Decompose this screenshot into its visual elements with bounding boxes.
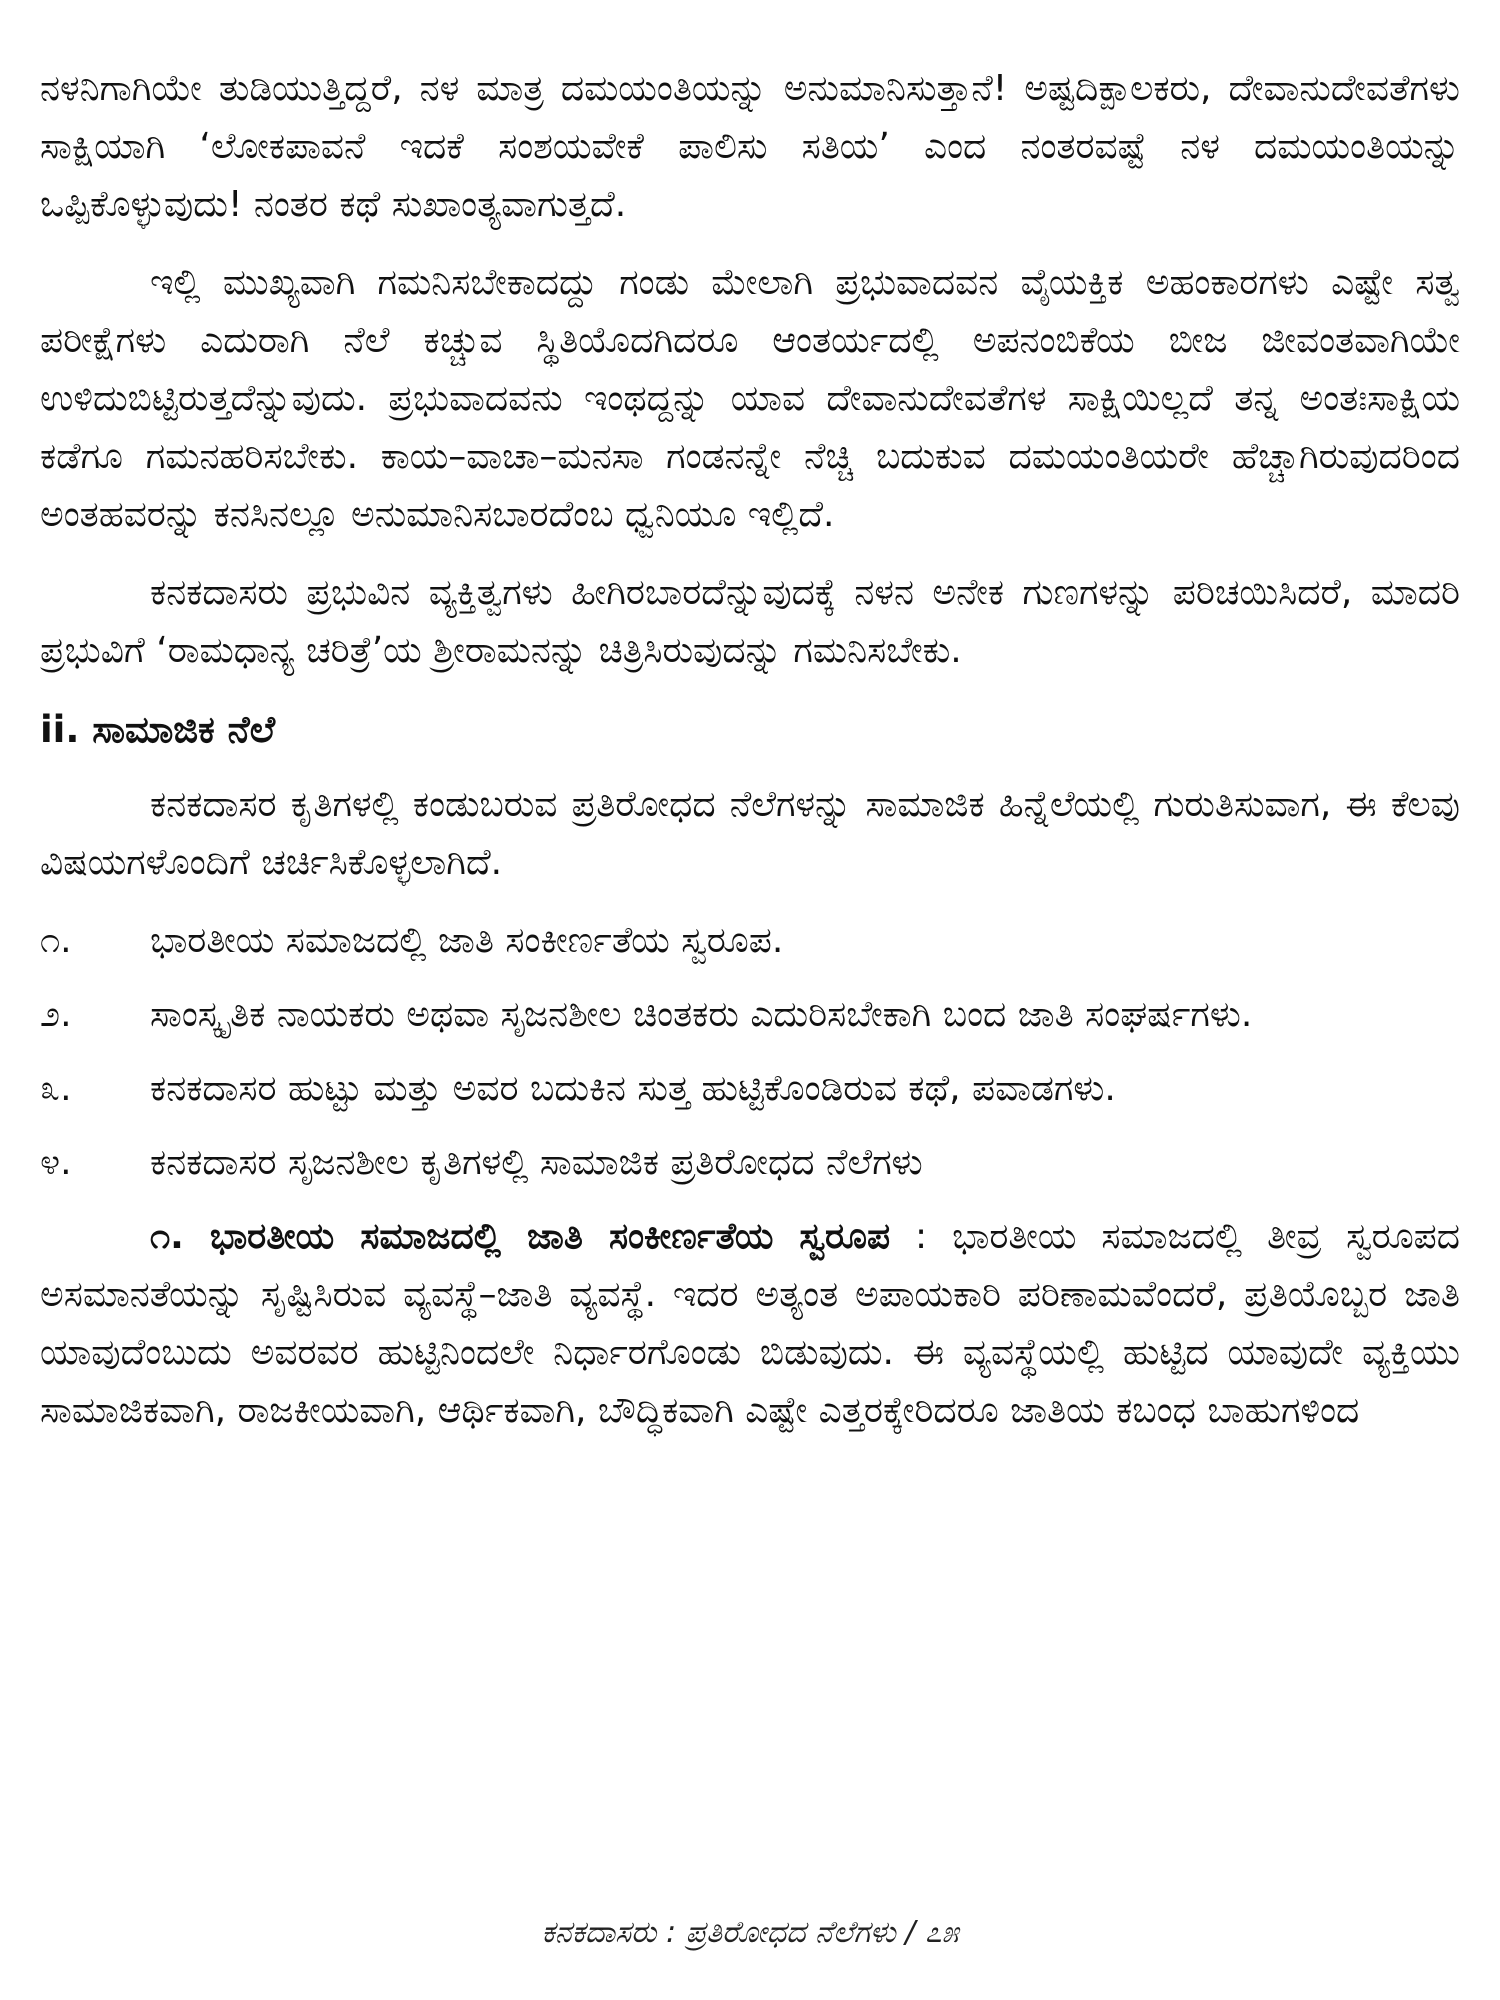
list-text: ಸಾಂಸ್ಕೃತಿಕ ನಾಯಕರು ಅಥವಾ ಸೃಜನಶೀಲ ಚಿಂತಕರು ಎದುರಿಸಬೇಕಾಗಿ ಬಂದ ಜಾತಿ ಸಂಘರ್ಷಗಳು.: [150, 994, 1253, 1035]
list-number: ೩.: [40, 1068, 72, 1109]
page-footer: ಕನಕದಾಸರು : ಪ್ರತಿರೋಧದ ನೆಲೆಗಳು / ೭೫: [541, 1915, 959, 1950]
page-body: [40, 60, 1460, 1940]
list-text: ಕನಕದಾಸರ ಹುಟ್ಟು ಮತ್ತು ಅವರ ಬದುಕಿನ ಸುತ್ತ ಹುಟ್ಟಿಕೊಂಡಿರುವ ಕಥೆ, ಪವಾಡಗಳು.: [150, 1068, 1116, 1109]
subsection-separator: :: [890, 1216, 953, 1257]
section-heading: ii. ಸಾಮಾಜಿಕ ನೆಲೆ: [40, 708, 276, 751]
list-item: [40, 986, 1460, 1044]
paragraph-5-body: ಭಾರತೀಯ ಸಮಾಜದಲ್ಲಿ ತೀವ್ರ ಸ್ವರೂಪದ ಅಸಮಾನತೆಯನ್ನು ಸೃಷ್ಟಿಸಿರುವ ವ್ಯವಸ್ಥೆ–ಜಾತಿ ವ್ಯವಸ್ಥೆ. ಇದರ ಅತ್ಯಂತ ಅಪಾಯಕಾರಿ ಪರಿಣಾಮವೆಂದರೆ, ಪ್ರತಿಯೊಬ್ಬರ ಜಾತಿ ಯಾವುದೆಂಬುದು ಅವರವರ ಹುಟ್ಟಿನಿಂದಲೇ ನಿರ್ಧಾರಗೊಂಡು ಬಿಡುವುದು. ಈ ವ್ಯವಸ್ಥೆಯಲ್ಲಿ ಹುಟ್ಟಿದ ಯಾವುದೇ ವ್ಯಕ್ತಿಯು ಸಾಮಾಜಿಕವಾಗಿ, ರಾಜಕೀಯವಾಗಿ, ಆರ್ಥಿಕವಾಗಿ, ಬೌದ್ಧಿಕವಾಗಿ ಎಷ್ಟೇ ಎತ್ತರಕ್ಕೇರಿದರೂ ಜಾತಿಯ ಕಬಂಧ ಬಾಹುಗಳಿಂದ: [40, 1216, 1461, 1431]
list-text: ಕನಕದಾಸರ ಸೃಜನಶೀಲ ಕೃತಿಗಳಲ್ಲಿ ಸಾಮಾಜಿಕ ಪ್ರತಿರೋಧದ ನೆಲೆಗಳು: [150, 1142, 923, 1183]
list-item: [40, 1060, 1460, 1118]
paragraph-5: [40, 1208, 1460, 1440]
paragraph-1: ನಳನಿಗಾಗಿಯೇ ತುಡಿಯುತ್ತಿದ್ದರೆ, ನಳ ಮಾತ್ರ ದಮಯಂತಿಯನ್ನು ಅನುಮಾನಿಸುತ್ತಾನೆ! ಅಷ್ಟದಿಕ್ಪಾಲಕರು, ದೇವಾನುದೇವತೆಗಳು ಸಾಕ್ಷಿಯಾಗಿ ‘ಲೋಕಪಾವನೆ ಇದಕೆ ಸಂಶಯವೇಕೆ ಪಾಲಿಸು ಸತಿಯ’ ಎಂದ ನಂತರವಷ್ಟೆ ನಳ ದಮಯಂತಿಯನ್ನು ಒಪ್ಪಿಕೊಳ್ಳುವುದು! ನಂತರ ಕಥೆ ಸುಖಾಂತ್ಯವಾಗುತ್ತದೆ.: [40, 68, 1460, 225]
list-number: ೪.: [40, 1142, 72, 1183]
paragraph-4: ಕನಕದಾಸರ ಕೃತಿಗಳಲ್ಲಿ ಕಂಡುಬರುವ ಪ್ರತಿರೋಧದ ನೆಲೆಗಳನ್ನು ಸಾಮಾಜಿಕ ಹಿನ್ನೆಲೆಯಲ್ಲಿ ಗುರುತಿಸುವಾಗ, ಈ ಕೆಲವು ವಿಷಯಗಳೊಂದಿಗೆ ಚರ್ಚಿಸಿಕೊಳ್ಳಲಾಗಿದೆ.: [40, 784, 1460, 883]
list-number: ೧.: [40, 920, 72, 961]
list-item: [40, 912, 1460, 970]
list-item: [40, 1134, 1460, 1192]
subsection-title: ೧. ಭಾರತೀಯ ಸಮಾಜದಲ್ಲಿ ಜಾತಿ ಸಂಕೀರ್ಣತೆಯ ಸ್ವರೂಪ: [150, 1216, 891, 1257]
paragraph-2: ಇಲ್ಲಿ ಮುಖ್ಯವಾಗಿ ಗಮನಿಸಬೇಕಾದದ್ದು ಗಂಡು ಮೇಲಾಗಿ ಪ್ರಭುವಾದವನ ವೈಯಕ್ತಿಕ ಅಹಂಕಾರಗಳು ಎಷ್ಟೇ ಸತ್ವ ಪರೀಕ್ಷೆಗಳು ಎದುರಾಗಿ ನೆಲೆ ಕಚ್ಚುವ ಸ್ಥಿತಿಯೊದಗಿದರೂ ಆಂತರ್ಯದಲ್ಲಿ ಅಪನಂಬಿಕೆಯ ಬೀಜ ಜೀವಂತವಾಗಿಯೇ ಉಳಿದುಬಿಟ್ಟಿರುತ್ತದೆನ್ನುವುದು. ಪ್ರಭುವಾದವನು ಇಂಥದ್ದನ್ನು ಯಾವ ದೇವಾನುದೇವತೆಗಳ ಸಾಕ್ಷಿಯಿಲ್ಲದೆ ತನ್ನ ಅಂತಃಸಾಕ್ಷಿಯ ಕಡೆಗೂ ಗಮನಹರಿಸಬೇಕು. ಕಾಯ–ವಾಚಾ–ಮನಸಾ ಗಂಡನನ್ನೇ ನೆಚ್ಚಿ ಬದುಕುವ ದಮಯಂತಿಯರೇ ಹೆಚ್ಚಾಗಿರುವುದರಿಂದ ಅಂತಹವರನ್ನು ಕನಸಿನಲ್ಲೂ ಅನುಮಾನಿಸಬಾರದೆಂಬ ಧ್ವನಿಯೂ ಇಲ್ಲಿದೆ.: [40, 262, 1460, 535]
list-number: ೨.: [40, 994, 72, 1035]
list-text: ಭಾರತೀಯ ಸಮಾಜದಲ್ಲಿ ಜಾತಿ ಸಂಕೀರ್ಣತೆಯ ಸ್ವರೂಪ.: [150, 920, 784, 961]
paragraph-3: ಕನಕದಾಸರು ಪ್ರಭುವಿನ ವ್ಯಕ್ತಿತ್ವಗಳು ಹೀಗಿರಬಾರದೆನ್ನುವುದಕ್ಕೆ ನಳನ ಅನೇಕ ಗುಣಗಳನ್ನು ಪರಿಚಯಿಸಿದರೆ, ಮಾದರಿ ಪ್ರಭುವಿಗೆ ‘ರಾಮಧಾನ್ಯ ಚರಿತ್ರೆ’ಯ ಶ್ರೀರಾಮನನ್ನು ಚಿತ್ರಿಸಿರುವುದನ್ನು ಗಮನಿಸಬೇಕು.: [40, 572, 1460, 671]
